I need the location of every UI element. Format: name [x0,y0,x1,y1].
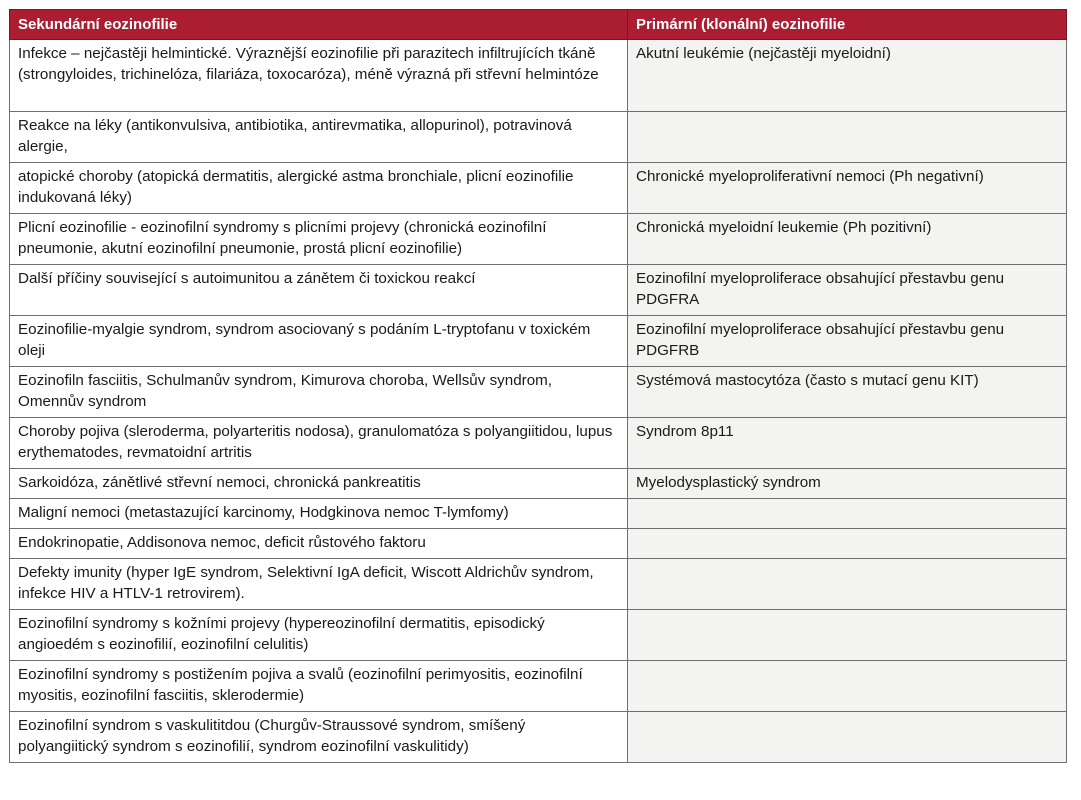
primary-cause-cell: Eozinofilní myeloproliferace obsahující přestavbu genu PDGFRA [628,265,1067,316]
header-secondary-eosinophilia: Sekundární eozinofilie [10,10,628,40]
primary-cause-cell [628,529,1067,559]
secondary-cause-cell: Endokrinopatie, Addisonova nemoc, deficit růstového faktoru [10,529,628,559]
secondary-cause-cell: Eozinofiln fasciitis, Schulmanův syndrom, Kimurova choroba, Wellsův syndrom, Omennův syndrom [10,367,628,418]
primary-cause-cell [628,559,1067,610]
primary-cause-cell [628,112,1067,163]
table-row [10,40,1067,112]
secondary-cause-cell: Choroby pojiva (sleroderma, polyarteritis nodosa), granulomatóza s polyangiitidou, lupus erythematodes, revmatoidní artritis [10,418,628,469]
primary-cause-cell: Akutní leukémie (nejčastěji myeloidní) [628,40,1067,112]
secondary-cause-cell: Infekce – nejčastěji helmintické. Výraznější eozinofilie při parazitech infiltrujících tkáně (strongyloides, trichinelóza, filariáza, toxocaróza), méně výrazná při střevní helmintóze [10,40,628,112]
eosinophilia-table-container [9,9,1066,763]
primary-cause-cell [628,610,1067,661]
eosinophilia-table [9,9,1067,763]
secondary-cause-cell: Eozinofilie-myalgie syndrom, syndrom asociovaný s podáním L-tryptofanu v toxickém oleji [10,316,628,367]
table-row [10,163,1067,214]
primary-cause-cell: Chronická myeloidní leukemie (Ph pozitivní) [628,214,1067,265]
primary-cause-cell: Myelodysplastický syndrom [628,469,1067,499]
table-row [10,559,1067,610]
secondary-cause-cell: Plicní eozinofilie - eozinofilní syndromy s plicními projevy (chronická eozinofilní pneumonie, akutní eozinofilní pneumonie, prostá plicní eozinofilie) [10,214,628,265]
table-header-row [10,10,1067,40]
primary-cause-cell: Systémová mastocytóza (často s mutací genu KIT) [628,367,1067,418]
table-row [10,610,1067,661]
primary-cause-cell [628,499,1067,529]
secondary-cause-cell: atopické choroby (atopická dermatitis, alergické astma bronchiale, plicní eozinofilie indukovaná léky) [10,163,628,214]
table-row [10,316,1067,367]
table-row [10,469,1067,499]
primary-cause-cell: Chronické myeloproliferativní nemoci (Ph negativní) [628,163,1067,214]
table-row [10,712,1067,763]
secondary-cause-cell: Eozinofilní syndrom s vaskulititdou (Churgův-Straussové syndrom, smíšený polyangiitický syndrom s eozinofilií, syndrom eozinofilní vaskulitidy) [10,712,628,763]
table-row [10,112,1067,163]
secondary-cause-cell: Eozinofilní syndromy s kožními projevy (hypereozinofilní dermatitis, episodický angioedém s eozinofilií, eozinofilní celulitis) [10,610,628,661]
table-row [10,265,1067,316]
table-row [10,214,1067,265]
primary-cause-cell [628,661,1067,712]
table-row [10,499,1067,529]
secondary-cause-cell: Sarkoidóza, zánětlivé střevní nemoci, chronická pankreatitis [10,469,628,499]
primary-cause-cell: Eozinofilní myeloproliferace obsahující přestavbu genu PDGFRB [628,316,1067,367]
secondary-cause-cell: Eozinofilní syndromy s postižením pojiva a svalů (eozinofilní perimyositis, eozinofilní myositis, eozinofilní fasciitis, sklerodermie) [10,661,628,712]
table-row [10,529,1067,559]
table-row [10,661,1067,712]
secondary-cause-cell: Defekty imunity (hyper IgE syndrom, Selektivní IgA deficit, Wiscott Aldrichův syndrom, infekce HIV a HTLV-1 retrovirem). [10,559,628,610]
primary-cause-cell: Syndrom 8p11 [628,418,1067,469]
secondary-cause-cell: Další příčiny související s autoimunitou a zánětem či toxickou reakcí [10,265,628,316]
secondary-cause-cell: Maligní nemoci (metastazující karcinomy, Hodgkinova nemoc T-lymfomy) [10,499,628,529]
table-row [10,367,1067,418]
primary-cause-cell [628,712,1067,763]
secondary-cause-cell: Reakce na léky (antikonvulsiva, antibiotika, antirevmatika, allopurinol), potravinová alergie, [10,112,628,163]
header-primary-eosinophilia: Primární (klonální) eozinofilie [628,10,1067,40]
table-row [10,418,1067,469]
